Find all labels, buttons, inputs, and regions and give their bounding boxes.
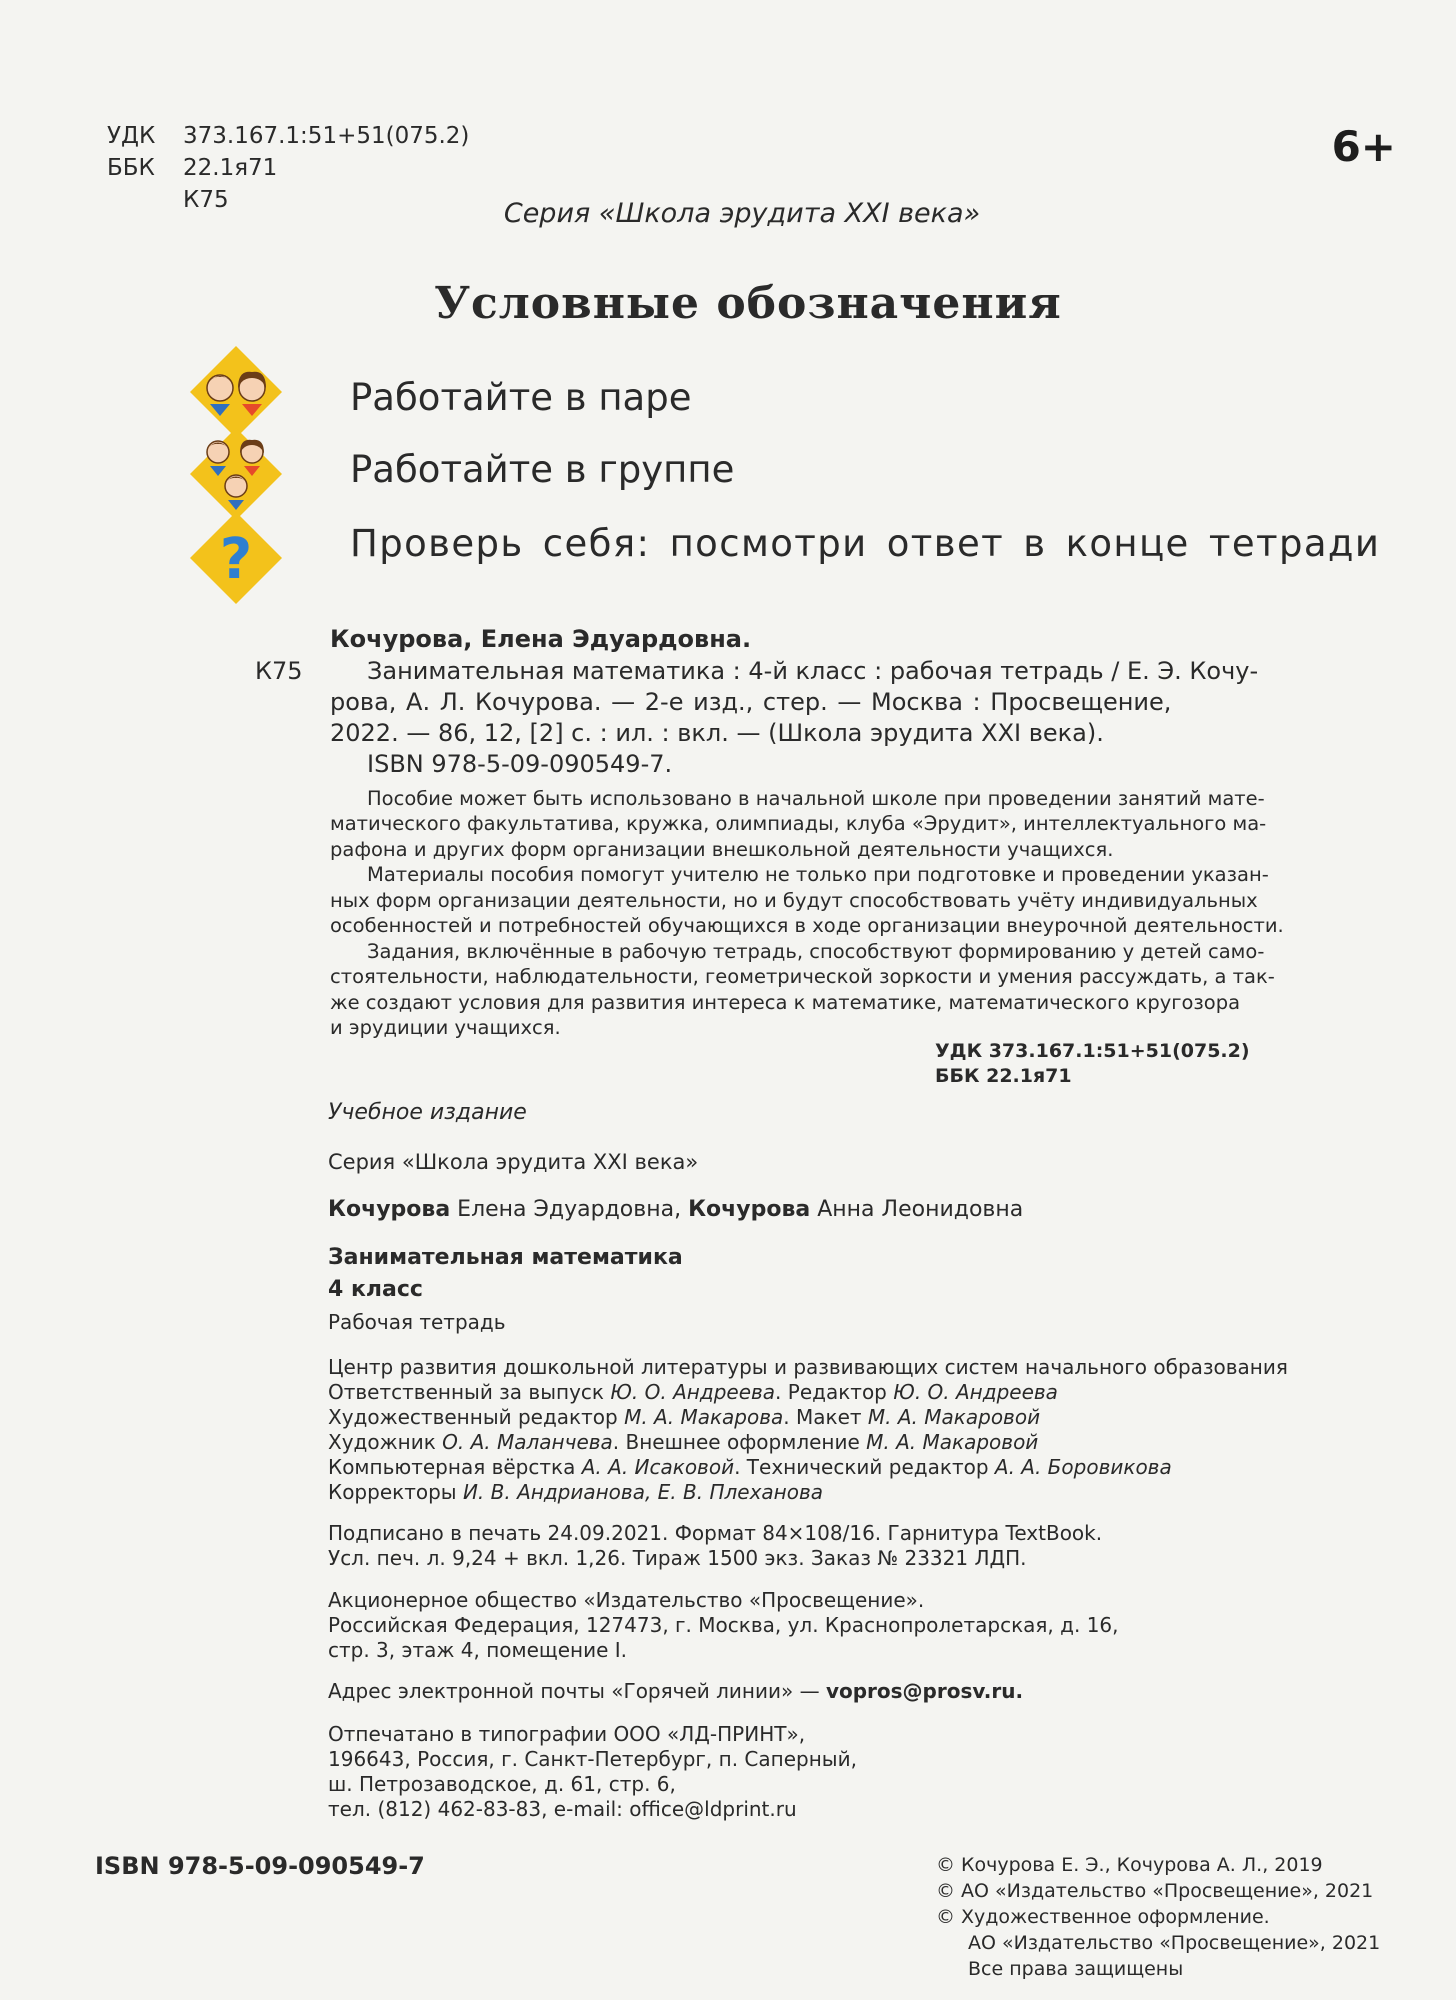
abstract-line: Пособие может быть использовано в начальной школе при проведении занятий мате- (367, 787, 1265, 810)
staff-role: Компьютерная вёрстка (328, 1455, 582, 1479)
svg-text:?: ? (219, 527, 253, 592)
staff-person: М. А. Макаровой (866, 1430, 1039, 1454)
question-mark-icon (188, 510, 284, 606)
staff-role: Художник (328, 1430, 443, 1454)
staff-role: . Макет (783, 1405, 868, 1429)
copyright-line: АО «Издательство «Просвещение», 2021 (968, 1932, 1381, 1954)
abstract-line: и эрудиции учащихся. (330, 1016, 561, 1039)
bbk-label: ББК (107, 155, 155, 181)
catalog-mark: К75 (255, 657, 303, 685)
abstract-line: Задания, включённые в рабочую тетрадь, способствуют формированию у детей само- (367, 940, 1265, 963)
staff-line (328, 1430, 1172, 1455)
book-title: Занимательная математика (328, 1245, 683, 1270)
book-type: Рабочая тетрадь (328, 1310, 506, 1334)
abstract-line: стоятельности, наблюдательности, геометрической зоркости и умения рассуждать, а так- (330, 965, 1275, 988)
staff-person: Ю. О. Андреева (893, 1380, 1058, 1404)
printer-line: 196643, Россия, г. Санкт-Петербург, п. Саперный, (328, 1747, 857, 1771)
author2-name: Анна Леонидовна (817, 1197, 1024, 1222)
abstract-line: ных форм организации деятельности, но и будут способствовать учёту индивидуальных (330, 889, 1258, 912)
printer-line: ш. Петрозаводское, д. 61, стр. 6, (328, 1772, 676, 1796)
staff-person: М. А. Макаровой (867, 1405, 1041, 1429)
legend-item-pair: Работайте в паре (350, 376, 692, 419)
legend-title: Условные обозначения (434, 278, 1062, 329)
hotline-email[interactable]: vopros@prosv.ru. (825, 1679, 1024, 1703)
abstract-line: рафона и других форм организации внешкольной деятельности учащихся. (330, 838, 1114, 861)
hotline-label: Адрес электронной почты «Горячей линии» — (328, 1679, 820, 1703)
copyright-block (936, 1852, 1380, 1982)
udk-value: 373.167.1:51+51(075.2) (183, 123, 470, 149)
publisher-line: стр. 3, этаж 4, помещение I. (328, 1638, 628, 1662)
abstract-line: особенностей и потребностей обучающихся в ходе организации внеурочной деятельности. (330, 914, 1284, 937)
staff-role: . Технический редактор (734, 1455, 995, 1479)
staff-role: Ответственный за выпуск (328, 1380, 611, 1404)
staff-role: Художественный редактор (328, 1405, 625, 1429)
staff-person: А. А. Боровикова (994, 1455, 1172, 1479)
copyright-line: Все права защищены (968, 1958, 1184, 1980)
print-info-line: Подписано в печать 24.09.2021. Формат 84×108/16. Гарнитура TextBook. (328, 1521, 1103, 1545)
legend-item-check: Проверь себя: посмотри ответ в конце тетради (350, 522, 1381, 565)
abstract-line: же создают условия для развития интереса к математике, математического кругозора (330, 991, 1241, 1014)
author-mark: К75 (183, 187, 229, 213)
age-rating: 6+ (1331, 122, 1396, 171)
colophon-series: Серия «Школа эрудита XXI века» (328, 1150, 699, 1174)
abstract-line: матического факультатива, кружка, олимпиады, клуба «Эрудит», интеллектуального ма- (330, 812, 1267, 835)
footer-isbn: ISBN 978-5-09-090549-7 (95, 1852, 425, 1880)
staff-role: . Редактор (775, 1380, 894, 1404)
book-grade: 4 класс (328, 1277, 423, 1302)
publishing-center: Центр развития дошкольной литературы и развивающих систем начального образования (328, 1355, 1288, 1379)
copyright-line: © Художественное оформление. (936, 1906, 1270, 1928)
staff-list (328, 1380, 1172, 1505)
staff-person: М. А. Макарова (624, 1405, 784, 1429)
staff-role: . Внешнее оформление (612, 1430, 867, 1454)
abstract-line: Материалы пособия помогут учителю не только при подготовке и проведении указан- (367, 863, 1269, 886)
printer-line: тел. (812) 462-83-83, e-mail: office@ldprint.ru (328, 1797, 797, 1821)
catalog-author: Кочурова, Елена Эдуардовна. (330, 625, 752, 653)
codes-bbk: ББК 22.1я71 (935, 1065, 1072, 1087)
author2-surname: Кочурова (688, 1197, 811, 1222)
author1-name: Елена Эдуардовна, (457, 1197, 682, 1222)
copyright-line: © АО «Издательство «Просвещение», 2021 (936, 1880, 1374, 1902)
group-children-icon (188, 426, 284, 522)
edition-type: Учебное издание (328, 1100, 527, 1125)
bbk-value: 22.1я71 (183, 155, 278, 181)
staff-line (328, 1405, 1172, 1430)
staff-person: А. А. Исаковой (581, 1455, 735, 1479)
staff-person: Ю. О. Андреева (610, 1380, 776, 1404)
staff-line (328, 1455, 1172, 1480)
catalog-line: рова, А. Л. Кочурова. — 2-е изд., стер. — Москва : Просвещение, (330, 688, 1172, 716)
authors-line (328, 1197, 1023, 1222)
staff-person: И. В. Андрианова, Е. В. Плеханова (462, 1480, 824, 1504)
publisher-line: Российская Федерация, 127473, г. Москва, ул. Краснопролетарская, д. 16, (328, 1613, 1119, 1637)
series-title: Серия «Школа эрудита XXI века» (503, 198, 981, 229)
legend-item-group: Работайте в группе (350, 448, 735, 491)
staff-role: Корректоры (328, 1480, 463, 1504)
copyright-line: © Кочурова Е. Э., Кочурова А. Л., 2019 (936, 1854, 1323, 1876)
staff-person: О. А. Маланчева (442, 1430, 613, 1454)
author1-surname: Кочурова (328, 1197, 451, 1222)
udk-label: УДК (107, 123, 156, 149)
catalog-isbn: ISBN 978-5-09-090549-7. (367, 750, 673, 778)
hotline (328, 1679, 1023, 1703)
staff-line (328, 1380, 1172, 1405)
staff-line (328, 1480, 1172, 1505)
codes-udk: УДК 373.167.1:51+51(075.2) (935, 1040, 1250, 1062)
printer-line: Отпечатано в типографии ООО «ЛД-ПРИНТ», (328, 1722, 806, 1746)
print-info-line: Усл. печ. л. 9,24 + вкл. 1,26. Тираж 1500 экз. Заказ № 23321 ЛДП. (328, 1546, 1027, 1570)
catalog-line: 2022. — 86, 12, [2] с. : ил. : вкл. — (Школа эрудита XXI века). (330, 719, 1104, 747)
catalog-line: Занимательная математика : 4-й класс : рабочая тетрадь / Е. Э. Кочу- (367, 657, 1259, 685)
publisher-line: Акционерное общество «Издательство «Просвещение». (328, 1588, 925, 1612)
